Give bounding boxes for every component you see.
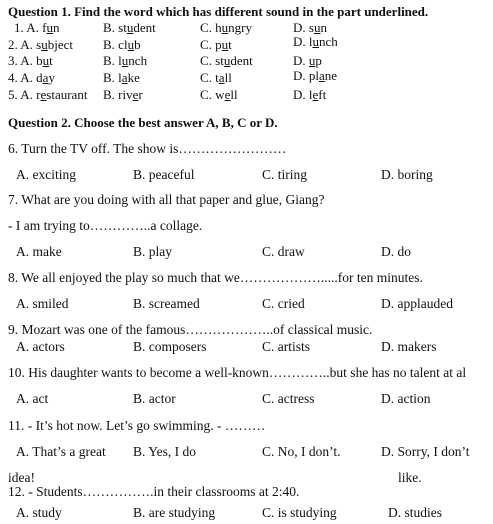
- option-d: D. boring: [381, 167, 433, 182]
- q1-option: B. student: [103, 20, 156, 35]
- option-b: B. Yes, I do: [133, 444, 197, 459]
- question-6-stem: 6. Turn the TV off. The show is……………………: [8, 141, 287, 156]
- q1-option: 1. A. fun: [14, 20, 60, 35]
- option-a: A. study: [16, 505, 62, 520]
- question-9-stem: 9. Mozart was one of the famous………………..of classical music.: [8, 322, 373, 337]
- q1-option: 2. A. subject: [8, 37, 73, 52]
- question-11-stem: 11. - It’s hot now. Let’s go swimming. - ………: [8, 418, 266, 433]
- question-12-stem: 12. - Students…………….in their classrooms at 2:40.: [8, 484, 300, 499]
- question-7-reply: - I am trying to…………..a collage.: [8, 218, 203, 233]
- option-b: B. actor: [133, 391, 176, 406]
- option-a: A. actors: [16, 339, 65, 354]
- q1-option: D. lunch: [293, 34, 338, 49]
- q1-option: B. club: [103, 37, 141, 52]
- q1-option: B. river: [103, 87, 143, 102]
- question-10-stem: 10. His daughter wants to become a well-known…………..but she has no talent at al: [8, 365, 467, 380]
- option-c: C. is studying: [262, 505, 337, 520]
- q1-option: D. up: [293, 53, 322, 68]
- option-a: A. act: [16, 391, 49, 406]
- option-b: B. screamed: [133, 296, 200, 311]
- question-7-stem: 7. What are you doing with all that paper and glue, Giang?: [8, 192, 325, 207]
- option-d: D. makers: [381, 339, 437, 354]
- option-c: C. cried: [262, 296, 305, 311]
- option-d: D. studies: [388, 505, 442, 520]
- option-b: B. composers: [133, 339, 207, 354]
- q1-option: D. sun: [293, 20, 327, 35]
- option-a: A. smiled: [16, 296, 69, 311]
- option-d: D. applauded: [381, 296, 453, 311]
- question-1-title: Question 1. Find the word which has different sound in the part underlined.: [8, 4, 429, 19]
- option-a: A. exciting: [16, 167, 76, 182]
- q1-option: D. plane: [293, 68, 338, 83]
- option-a: A. That’s a great: [16, 444, 106, 459]
- option-c: C. draw: [262, 244, 305, 259]
- q1-option: C. well: [200, 87, 238, 102]
- option-d: D. Sorry, I don’t: [381, 444, 470, 459]
- q1-option: 5. A. restaurant: [8, 87, 88, 102]
- option-c: C. actress: [262, 391, 315, 406]
- q1-option: 3. A. but: [8, 53, 53, 68]
- q1-option: C. student: [200, 53, 253, 68]
- question-2-title: Question 2. Choose the best answer A, B, C or D.: [8, 115, 278, 130]
- q1-option: D. left: [293, 87, 327, 102]
- option-b: B. are studying: [133, 505, 216, 520]
- q1-option: B. lake: [103, 70, 140, 85]
- option-b: B. peaceful: [133, 167, 195, 182]
- option-a-continuation: idea!: [8, 470, 35, 485]
- option-d: D. action: [381, 391, 431, 406]
- option-c: C. tiring: [262, 167, 308, 182]
- question-8-stem: 8. We all enjoyed the play so much that we……………….....for ten minutes.: [8, 270, 423, 285]
- option-c: C. No, I don’t.: [262, 444, 341, 459]
- option-c: C. artists: [262, 339, 311, 354]
- q1-option: 4. A. day: [8, 70, 55, 85]
- q1-option: C. put: [200, 37, 232, 52]
- option-a: A. make: [16, 244, 62, 259]
- q1-option: C. tall: [200, 70, 232, 85]
- option-d-continuation: like.: [398, 470, 422, 485]
- q1-option: B. lunch: [103, 53, 148, 68]
- option-d: D. do: [381, 244, 411, 259]
- q1-option: C. hungry: [200, 20, 253, 35]
- option-b: B. play: [133, 244, 172, 259]
